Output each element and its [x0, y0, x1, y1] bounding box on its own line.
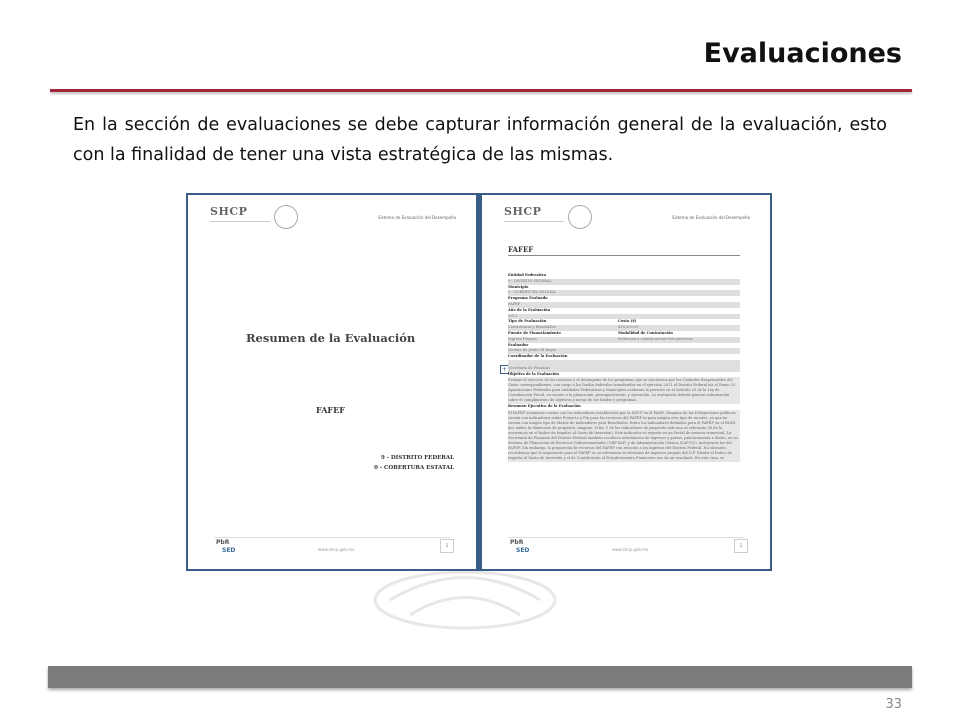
summary-label: Resumen Ejecutivo de la Evaluación [508, 404, 581, 409]
form-row-value: 418,500.00 [618, 325, 639, 330]
title-divider [50, 89, 912, 92]
pbr-logo: PbR [510, 539, 524, 546]
footer-url: www.shcp.gob.mx [318, 547, 355, 552]
form-row-value: Invitación a cuando menos tres personas [618, 336, 693, 341]
form-row-value: Costo ($) [618, 319, 637, 324]
header-underline [210, 221, 270, 230]
footer-page-box: 1 [440, 539, 454, 553]
report-entity: 9 - DISTRITO FEDERAL [380, 455, 454, 461]
form-row-label: Consistencia y Resultados [508, 325, 556, 330]
intro-paragraph: En la sección de evaluaciones se debe capturar información general de la evaluación, esto con la finalidad de tener una vista estratégica de las mismas. [73, 115, 887, 165]
form-rows [508, 273, 740, 377]
footer-divider [214, 537, 450, 538]
header-system-name: Sistema de Evaluación del Desempeño [672, 215, 751, 220]
header-underline [504, 221, 564, 230]
form-row-label: 9 - DISTRITO FEDERAL [508, 278, 552, 283]
report-screenshots [186, 193, 772, 571]
form-program-title: FAFEF [508, 245, 534, 254]
form-row-label: FAFEF [508, 301, 521, 306]
page-footer [482, 525, 770, 569]
form-row-label: Año de la Evaluación [508, 307, 551, 312]
footer-bar [48, 666, 912, 688]
footer-page-box: 1 [734, 539, 748, 553]
form-row-label: Municipio [508, 284, 529, 289]
sed-logo: SED [516, 547, 530, 554]
shcp-header-logo: SHCP [210, 205, 248, 218]
form-row-label: 2012 [508, 313, 518, 318]
summary-cover-page [188, 195, 476, 569]
form-row-label: Fuente de Financiamiento [508, 330, 561, 335]
pbr-logo: PbR [216, 539, 230, 546]
form-row-value: Modalidad de Contratación [618, 330, 673, 335]
expand-plus-icon[interactable]: + [501, 366, 508, 373]
objective-text: Evaluar el ejercicio de los recursos y el desempeño de los programas que se ejecutaron por las Unidades Responsables del Gasto correspondientes, con cargo a los fondos federales transferidos en el ejercicio 2011 al Distrito Federal vía el Ramo 33 Aportaciones Federales para entidades Federativas y Municipios conforme lo previsto en el Artículo 25 de la Ley de Coordinación Fiscal, en cuanto a la planeación, presupuestación, y operación. La evaluación deberá generar información sobre el cumplimiento de objetivos y metas de los fondos y programas. [508, 377, 740, 404]
form-row-label: Objetivo de la Evaluación [508, 371, 560, 376]
shcp-header-logo: SHCP [504, 205, 542, 218]
page-footer [188, 525, 476, 569]
evaluation-form-page [482, 195, 770, 569]
footer-url: www.shcp.gob.mx [612, 547, 649, 552]
form-row-label: Ingreso Propios [508, 336, 537, 341]
page-number: 33 [885, 697, 902, 712]
footer-divider [508, 537, 744, 538]
form-row-label: Coordinador de la Evaluación [508, 354, 568, 359]
form-row-label: Entidad Federativa [508, 273, 547, 277]
sed-logo: SED [222, 547, 236, 554]
report-municipality: 0 - COBERTURA ESTATAL [374, 465, 454, 471]
form-row-label: Tipo de Evaluación [508, 319, 547, 324]
form-row-label: Evaluador [508, 342, 529, 347]
seal-icon [274, 205, 298, 229]
header-system-name: Sistema de Evaluación del Desempeño [378, 215, 457, 220]
form-title-rule [508, 255, 740, 256]
form-row-label: Vicente de Jesús Gil Reyes [508, 348, 557, 353]
form-row [508, 372, 740, 378]
report-title: Resumen de la Evaluación [246, 331, 416, 345]
form-row-label: Programa Evaluado [508, 296, 548, 301]
seal-icon [568, 205, 592, 229]
slide-title: Evaluaciones [703, 38, 902, 69]
report-program: FAFEF [316, 405, 345, 415]
evaluation-form [508, 273, 740, 462]
form-row-label: Secretaría de Finanzas [508, 365, 551, 370]
summary-text: El FAFEF solamente cuenta con los indicadores establecidos por la SHCP en el PASH. Ninguna de las Delegaciones políticas cuenta con indicadores sobre Proyecto y Fin para los recursos del FAFEF ni para ningún otro tipo de recurso, ya que no cuenta con ningún tipo de Matriz de Indicadores para Resultados. Entre los indicadores definidos para el FAFEF en el PASH, dos miden la dimensión de propósito, ninguno, el fin. Y de los indicadores de propósito sólo uno es relevante (el de la ocurrencia en el Índice de Impulso al Gasto de Inversión). Este indicador se reporta en un Portal de manera trimestral. La Secretaría de Finanzas del Distrito Federal también recolecta información de ingresos y gastos, prácticamente a diario, en su Sistema de Planeación de Recursos Gubernamentales (GRP-SAP) y de Administración Clásica (SAP-CO), incluyendo los del FAFEF. Sin embargo, la proporción de recursos del FAFEF con relación a los ingresos del Distrito Federal. No obstante, recordemos que lo importante para el FAFEF es su relevancia en términos de ingresos propios del D.F. Dividir el Índice de Impulso al Gasto de Inversión y el de Contribución al Fortalecimiento Financiero nos da un resultado. En este caso, se [508, 410, 740, 462]
form-row-label: 0 - COBERTURA ESTATAL [508, 290, 557, 295]
